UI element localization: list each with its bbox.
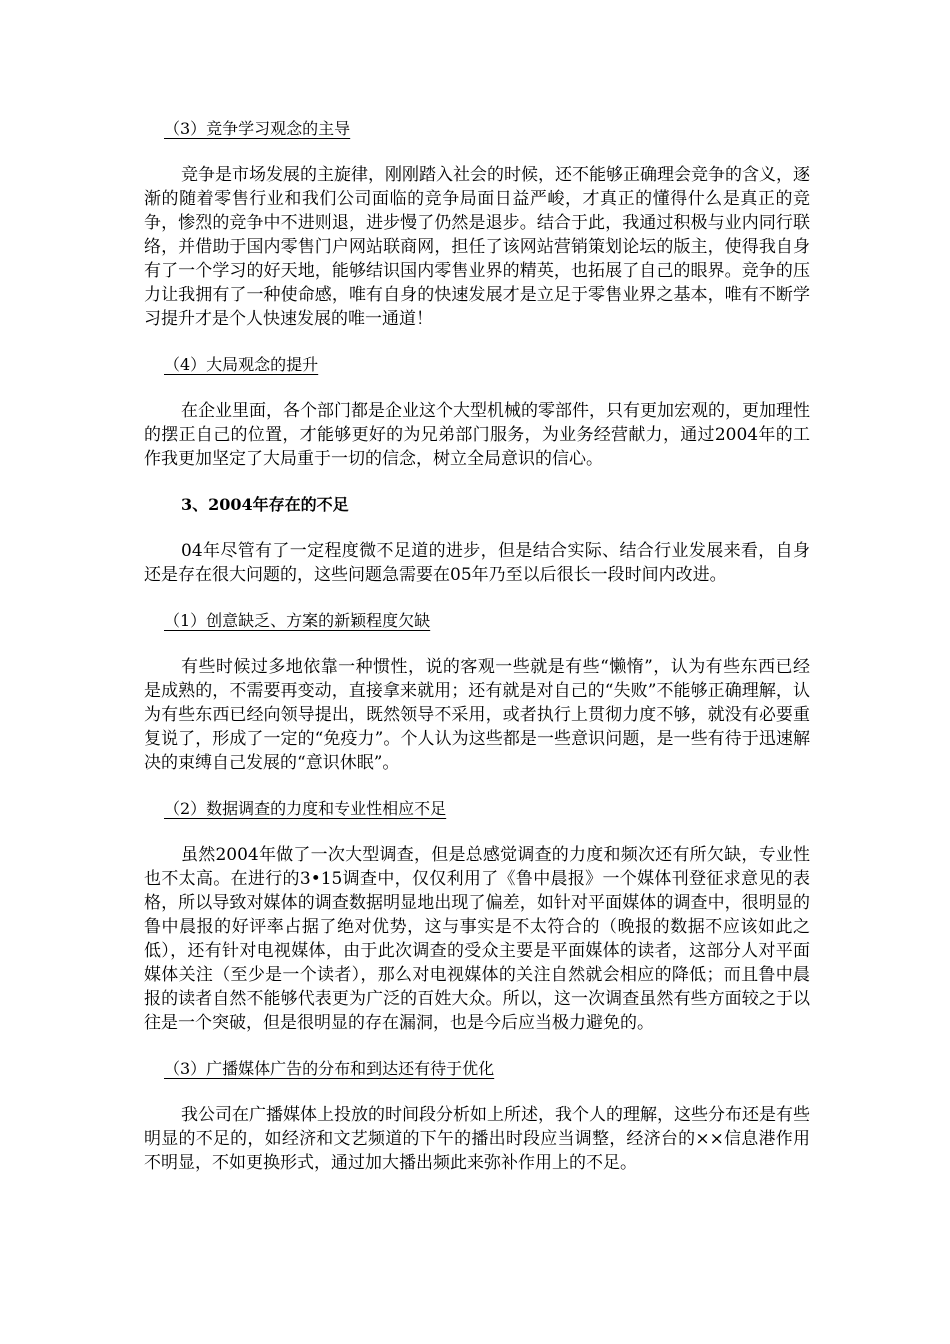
section-heading-shortcomings: 3、2004年存在的不足 <box>181 495 349 514</box>
document-page <box>144 117 810 1197</box>
paragraph-creativity: 有些时候过多地依靠一种惯性，说的客观一些就是有些“懒惰”，认为有些东西已经是成熟的，不需要再变动，直接拿来就用；还有就是对自己的“失败”不能够正确理解，认为有些东西已经向领导提出，既然领导不采用，或者执行上贯彻力度不够，就没有必要重复说了，形成了一定的“免疫力”。个人认为这些都是一些意识问题，是一些有待于迅速解决的束缚自己发展的“意识休眠”。 <box>144 657 810 773</box>
subheading-competition-learning <box>144 117 810 141</box>
subheading-overall-view <box>144 353 810 377</box>
subheading-text: （1）创意缺乏、方案的新颖程度欠缺 <box>164 611 431 630</box>
paragraph-broadcast: 我公司在广播媒体上投放的时间段分析如上所述，我个人的理解，这些分布还是有些明显的不足的，如经济和文艺频道的下午的播出时段应当调整，经济台的××信息港作用不明显，不如更换形式，通过加大播出频此来弥补作用上的不足。 <box>144 1105 810 1173</box>
subheading-survey <box>144 797 810 821</box>
subheading-text: （2）数据调查的力度和专业性相应不足 <box>164 799 447 818</box>
paragraph-survey: 虽然2004年做了一次大型调查，但是总感觉调查的力度和频次还有所欠缺，专业性也不太高。在进行的3•15调查中，仅仅利用了《鲁中晨报》一个媒体刊登征求意见的表格，所以导致对媒体的调查数据明显地出现了偏差，如针对平面媒体的调查中，很明显的鲁中晨报的好评率占据了绝对优势，这与事实是不太符合的（晚报的数据不应该如此之低），还有针对电视媒体，由于此次调查的受众主要是平面媒体的读者，这部分人对平面媒体关注（至少是一个读者），那么对电视媒体的关注自然就会相应的降低；而且鲁中晨报的读者自然不能够代表更为广泛的百姓大众。所以，这一次调查虽然有些方面较之于以往是一个突破，但是很明显的存在漏洞，也是今后应当极力避免的。 <box>144 845 810 1033</box>
subheading-text: （4）大局观念的提升 <box>164 355 319 374</box>
subheading-creativity <box>144 609 810 633</box>
paragraph-overall-view: 在企业里面，各个部门都是企业这个大型机械的零部件，只有更加宏观的，更加理性的摆正自己的位置，才能够更好的为兄弟部门服务，为业务经营献力，通过2004年的工作我更加坚定了大局重于一切的信念，树立全局意识的信心。 <box>144 401 810 469</box>
subheading-broadcast <box>144 1057 810 1081</box>
paragraph-competition: 竞争是市场发展的主旋律，刚刚踏入社会的时候，还不能够正确理会竞争的含义，逐渐的随着零售行业和我们公司面临的竞争局面日益严峻，才真正的懂得什么是真正的竞争，惨烈的竞争中不进则退，进步慢了仍然是退步。结合于此，我通过积极与业内同行联络，并借助于国内零售门户网站联商网，担任了该网站营销策划论坛的版主，使得我自身有了一个学习的好天地，能够结识国内零售业界的精英，也拓展了自己的眼界。竞争的压力让我拥有了一种使命感，唯有自身的快速发展才是立足于零售业界之基本，唯有不断学习提升才是个人快速发展的唯一通道！ <box>144 165 810 329</box>
subheading-text: （3）竞争学习观念的主导 <box>164 119 351 138</box>
subheading-text: （3）广播媒体广告的分布和到达还有待于优化 <box>164 1059 495 1078</box>
paragraph-shortcomings: 04年尽管有了一定程度微不足道的进步，但是结合实际、结合行业发展来看，自身还是存在很大问题的，这些问题急需要在05年乃至以后很长一段时间内改进。 <box>144 541 810 585</box>
